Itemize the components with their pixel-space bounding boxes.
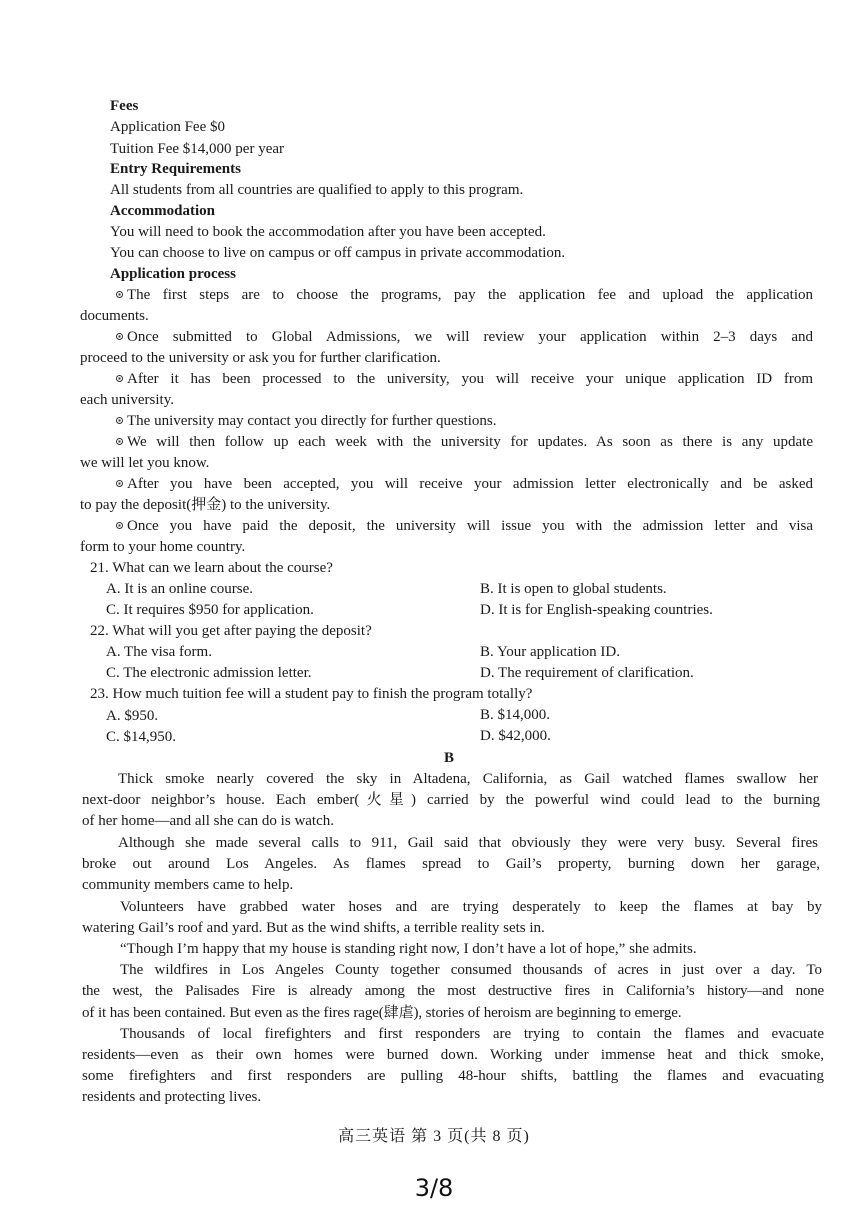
- bullet-dot-icon: [116, 333, 123, 340]
- fees-heading: Fees: [110, 98, 139, 114]
- bullet-dot-icon: [116, 417, 123, 424]
- process-bullet-5: [116, 432, 813, 453]
- bullet-dot-icon: [116, 291, 123, 298]
- passage-line: Volunteers have grabbed water hoses and are trying desperately to keep the flames at bay by: [120, 899, 822, 915]
- question-23-option-c: C. $14,950.: [106, 729, 177, 745]
- process-heading: Application process: [110, 266, 236, 282]
- section-b-label: B: [444, 750, 455, 766]
- question-22-option-a: A. The visa form.: [106, 644, 212, 660]
- question-21-option-b: B. It is open to global students.: [480, 581, 667, 597]
- process-bullet-2-cont: proceed to the university or ask you for further clarification.: [80, 350, 441, 366]
- process-bullet-2: [116, 327, 813, 348]
- question-21-stem: 21. What can we learn about the course?: [90, 560, 333, 576]
- process-bullet-1: [116, 285, 813, 306]
- passage-line: “Though I’m happy that my house is standing right now, I don’t have a lot of hope,” she admits.: [120, 941, 697, 957]
- accommodation-heading: Accommodation: [110, 203, 215, 219]
- bullet-text: We will then follow up each week with the university for updates. As soon as there is any update: [127, 434, 813, 450]
- question-21-option-d: D. It is for English-speaking countries.: [480, 602, 713, 618]
- process-bullet-3-cont: each university.: [80, 392, 174, 408]
- process-bullet-3: [116, 369, 813, 390]
- entry-text: All students from all countries are qualified to apply to this program.: [110, 182, 524, 198]
- passage-line: Thousands of local firefighters and first responders are trying to contain the flames and evacuate: [120, 1026, 824, 1042]
- bullet-dot-icon: [116, 522, 123, 529]
- passage-line: the west, the Palisades Fire is already among the most destructive fires in California’s history—and none: [82, 983, 824, 999]
- question-22-option-d: D. The requirement of clarification.: [480, 665, 694, 681]
- question-23-stem: 23. How much tuition fee will a student pay to finish the program totally?: [90, 686, 533, 702]
- page-number: 3/8: [414, 1174, 454, 1202]
- passage-line: community members came to help.: [82, 877, 294, 893]
- page-footer: 高三英语 第 3 页(共 8 页): [338, 1128, 530, 1145]
- question-23-option-a: A. $950.: [106, 708, 159, 724]
- passage-line: broke out around Los Angeles. As flames spread to Gail’s property, burning down her garage,: [82, 856, 820, 872]
- question-22-option-b: B. Your application ID.: [480, 644, 620, 660]
- process-bullet-6: [116, 474, 813, 495]
- question-22-stem: 22. What will you get after paying the deposit?: [90, 623, 372, 639]
- question-23-option-b: B. $14,000.: [480, 707, 551, 723]
- bullet-text: Once you have paid the deposit, the university will issue you with the admission letter and visa: [127, 518, 813, 534]
- passage-line: Thick smoke nearly covered the sky in Altadena, California, as Gail watched flames swallow her: [118, 771, 818, 787]
- bullet-text: After you have been accepted, you will receive your admission letter electronically and be asked: [127, 476, 813, 492]
- bullet-text: Once submitted to Global Admissions, we will review your application within 2–3 days and: [127, 329, 813, 345]
- tuition-fee-line: Tuition Fee $14,000 per year: [110, 141, 285, 157]
- passage-line: some firefighters and first responders are pulling 48-hour shifts, battling the flames and evacuating: [82, 1068, 824, 1084]
- passage-line: watering Gail’s roof and yard. But as the wind shifts, a terrible reality sets in.: [82, 920, 545, 936]
- bullet-dot-icon: [116, 480, 123, 487]
- process-bullet-7-cont: form to your home country.: [80, 539, 246, 555]
- entry-heading: Entry Requirements: [110, 161, 241, 177]
- question-22-option-c: C. The electronic admission letter.: [106, 665, 312, 681]
- passage-line: of it has been contained. But even as the fires rage(肆虐), stories of heroism are beginning to emerge.: [82, 1005, 682, 1021]
- process-bullet-1-cont: documents.: [80, 308, 149, 324]
- passage-line: Although she made several calls to 911, Gail said that obviously they were very busy. Several fires: [118, 835, 818, 851]
- bullet-dot-icon: [116, 375, 123, 382]
- process-bullet-4: [116, 411, 496, 432]
- accommodation-line-1: You will need to book the accommodation after you have been accepted.: [110, 224, 546, 240]
- process-bullet-7: [116, 516, 813, 537]
- accommodation-line-2: You can choose to live on campus or off campus in private accommodation.: [110, 245, 566, 261]
- question-21-option-c: C. It requires $950 for application.: [106, 602, 314, 618]
- application-fee-line: Application Fee $0: [110, 119, 225, 135]
- question-21-option-a: A. It is an online course.: [106, 581, 254, 597]
- passage-line: residents and protecting lives.: [82, 1089, 262, 1105]
- question-23-option-d: D. $42,000.: [480, 728, 551, 744]
- bullet-dot-icon: [116, 438, 123, 445]
- process-bullet-5-cont: we will let you know.: [80, 455, 210, 471]
- bullet-text: The university may contact you directly for further questions.: [127, 413, 497, 429]
- passage-line: residents—even as their own homes were burned down. Working under immense heat and thick smoke,: [82, 1047, 824, 1063]
- passage-line: next-door neighbor’s house. Each ember(火星) carried by the powerful wind could lead to the burning: [82, 792, 820, 808]
- passage-line: of her home—and all she can do is watch.: [82, 813, 335, 829]
- bullet-text: After it has been processed to the university, you will receive your unique application ID from: [127, 371, 813, 387]
- process-bullet-6-cont: to pay the deposit(押金) to the university.: [80, 497, 331, 513]
- bullet-text: The first steps are to choose the programs, pay the application fee and upload the application: [127, 287, 813, 303]
- passage-line: The wildfires in Los Angeles County together consumed thousands of acres in just over a day. To: [120, 962, 822, 978]
